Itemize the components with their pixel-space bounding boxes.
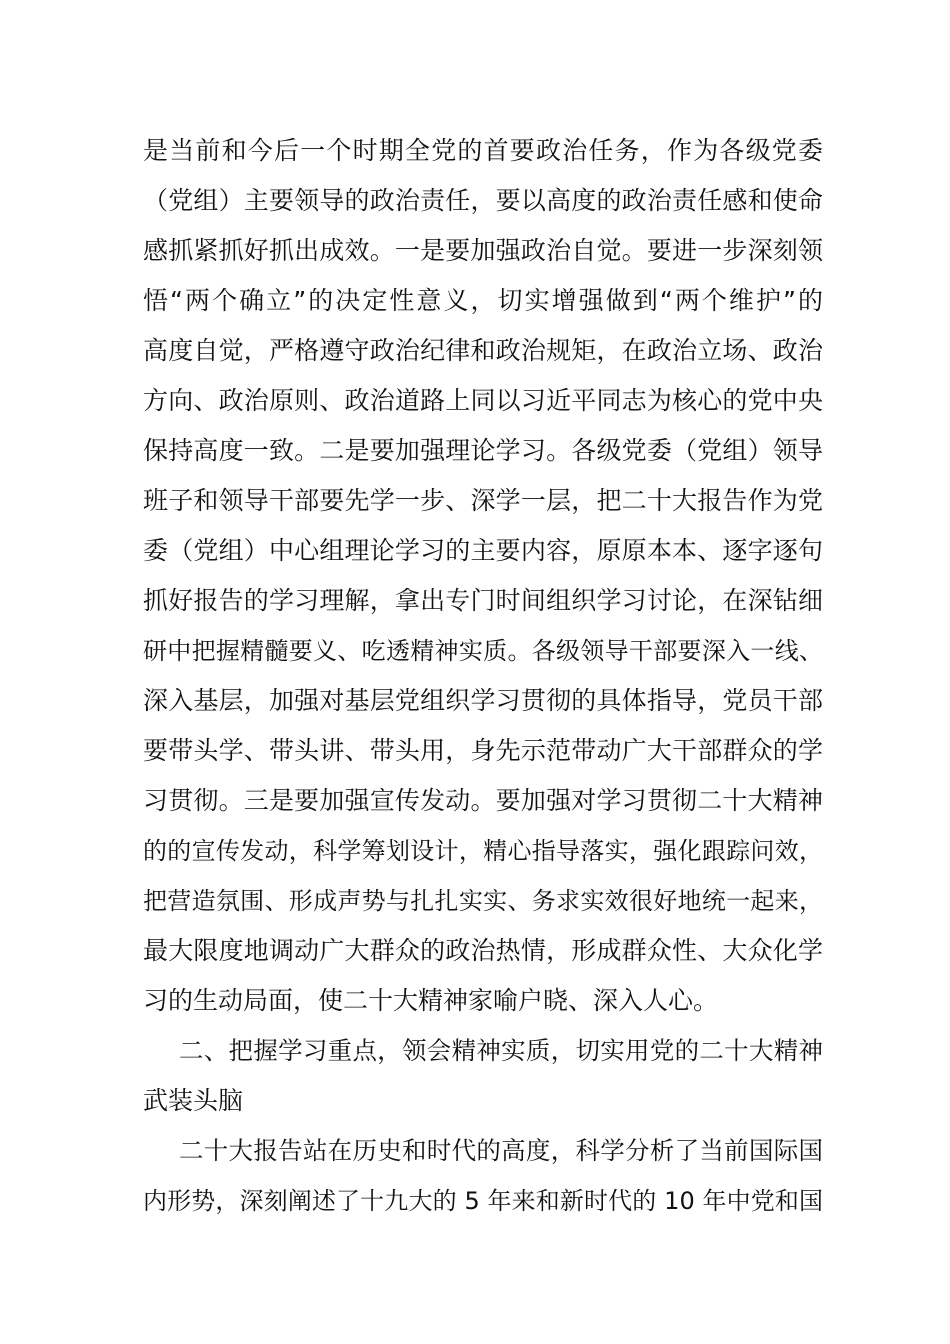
text-line-2: （党组）主要领导的政治责任，要以高度的政治责任感和使命 (143, 186, 823, 215)
text-line-14: 习贯彻。三是要加强宣传发动。要加强对学习贯彻二十大精神 (143, 786, 823, 815)
text-line-5: 高度自觉，严格遵守政治纪律和政治规矩，在政治立场、政治 (143, 336, 823, 365)
text-line-9: 委（党组）中心组理论学习的主要内容，原原本本、逐字逐句 (143, 536, 823, 565)
text-line-21: 二十大报告站在历史和时代的高度，科学分析了当前国际国 (179, 1136, 823, 1165)
text-line-16: 把营造氛围、形成声势与扎扎实实、务求实效很好地统一起来， (143, 887, 823, 915)
text-line-4: 悟“两个确立”的决定性意义，切实增强做到“两个维护”的 (143, 286, 823, 315)
text-line-7: 保持高度一致。二是要加强理论学习。各级党委（党组）领导 (143, 436, 823, 465)
text-line-13: 要带头学、带头讲、带头用，身先示范带动广大干部群众的学 (143, 736, 823, 765)
text-line-15: 的的宣传发动，科学筹划设计，精心指导落实，强化跟踪问效， (143, 837, 823, 865)
body-text (143, 126, 823, 1226)
text-line-18: 习的生动局面，使二十大精神家喻户晓、深入人心。 (143, 986, 719, 1015)
text-line-12: 深入基层，加强对基层党组织学习贯彻的具体指导，党员干部 (143, 686, 823, 715)
text-line-17: 最大限度地调动广大群众的政治热情，形成群众性、大众化学 (143, 936, 823, 965)
text-line-3: 感抓紧抓好抓出成效。一是要加强政治自觉。要进一步深刻领 (143, 236, 823, 265)
text-line-22: 内形势，深刻阐述了十九大的 5 年来和新时代的 10 年中党和国 (143, 1187, 823, 1215)
text-line-10: 抓好报告的学习理解，拿出专门时间组织学习讨论，在深钻细 (143, 586, 823, 615)
text-line-8: 班子和领导干部要先学一步、深学一层，把二十大报告作为党 (143, 486, 823, 515)
section-heading-line-1: 二、把握学习重点，领会精神实质，切实用党的二十大精神 (179, 1036, 823, 1065)
text-line-6: 方向、政治原则、政治道路上同以习近平同志为核心的党中央 (143, 386, 823, 415)
text-line-11: 研中把握精髓要义、吃透精神实质。各级领导干部要深入一线、 (143, 637, 823, 665)
text-line-1: 是当前和今后一个时期全党的首要政治任务，作为各级党委 (143, 136, 823, 165)
section-heading-line-2: 武装头脑 (143, 1086, 244, 1115)
